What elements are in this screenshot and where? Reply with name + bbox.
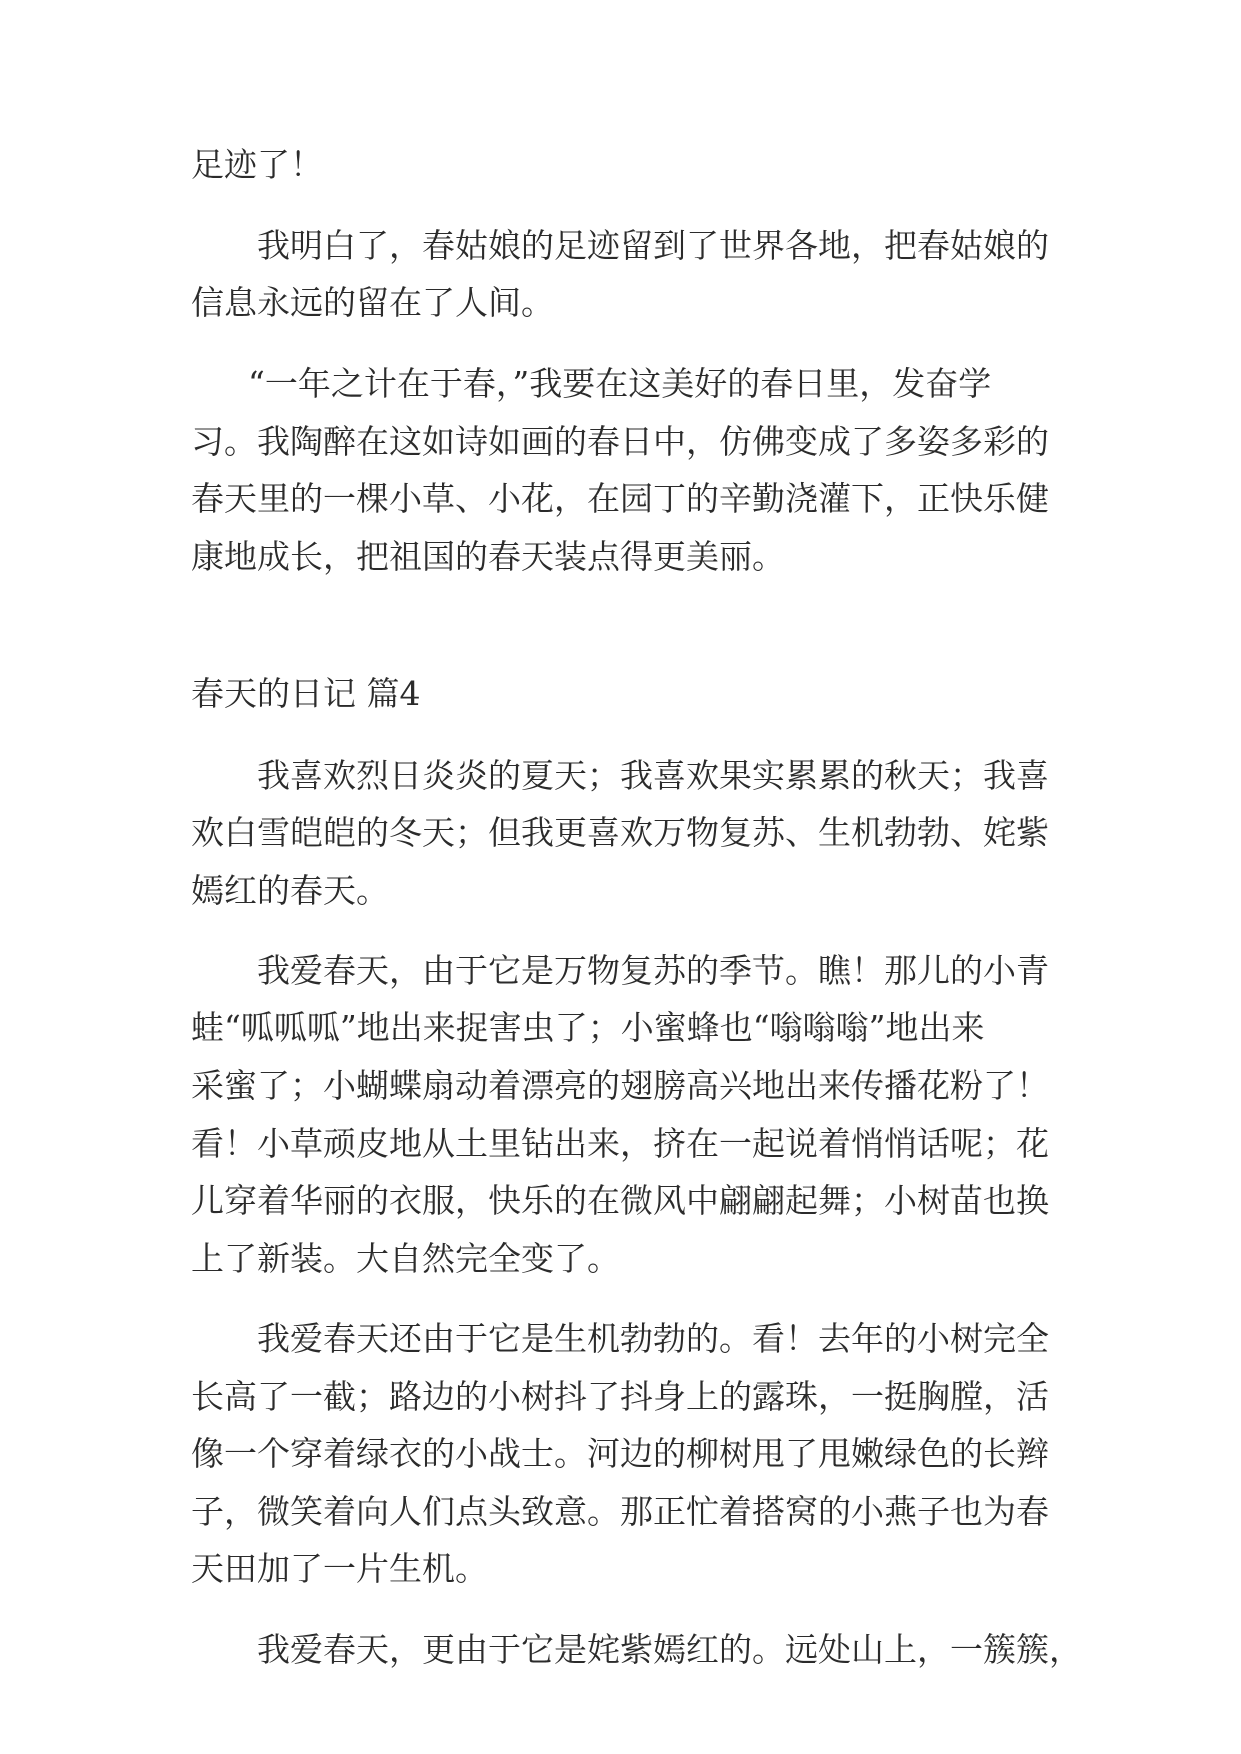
paragraph-line: 我喜欢烈日炎炎的夏天；我喜欢果实累累的秋天；我喜 (257, 756, 1049, 795)
text-line: 采蜜了；小蝴蝶扇动着漂亮的翅膀高兴地出来传播花粉了！ (191, 1066, 1049, 1105)
text-line: 像一个穿着绿衣的小战士。河边的柳树甩了甩嫩绿色的长辫 (191, 1434, 1049, 1473)
text-line: 春天里的一棵小草、小花，在园丁的辛勤浇灌下，正快乐健 (191, 479, 1049, 518)
text-line: 蛙“呱呱呱”地出来捉害虫了；小蜜蜂也“嗡嗡嗡”地出来 (191, 1008, 985, 1047)
text-line: 信息永远的留在了人间。 (191, 283, 554, 322)
text-line-1: 足迹了！ (191, 145, 323, 184)
text-line: 天田加了一片生机。 (191, 1549, 488, 1588)
text-line: 康地成长，把祖国的春天装点得更美丽。 (191, 537, 785, 576)
text-line: 子，微笑着向人们点头致意。那正忙着搭窝的小燕子也为春 (191, 1492, 1049, 1531)
text-line: 长高了一截；路边的小树抖了抖身上的露珠，一挺胸膛，活 (191, 1377, 1049, 1416)
text-line: 儿穿着华丽的衣服，快乐的在微风中翩翩起舞；小树苗也换 (191, 1181, 1049, 1220)
text-line: 习。我陶醉在这如诗如画的春日中，仿佛变成了多姿多彩的 (191, 422, 1049, 461)
text-line: 看！小草顽皮地从土里钻出来，挤在一起说着悄悄话呢；花 (191, 1124, 1049, 1163)
paragraph-line: 我爱春天还由于它是生机勃勃的。看！去年的小树完全 (257, 1319, 1049, 1358)
paragraph-line: 我爱春天，更由于它是姹紫嫣红的。远处山上，一簇簇， (257, 1630, 1082, 1669)
text-line: 上了新装。大自然完全变了。 (191, 1239, 620, 1278)
paragraph-line: “一年之计在于春，”我要在这美好的春日里，发奋学 (248, 364, 992, 403)
text-line: 欢白雪皑皑的冬天；但我更喜欢万物复苏、生机勃勃、姹紫 (191, 813, 1049, 852)
paragraph-line: 我爱春天，由于它是万物复苏的季节。瞧！那儿的小青 (257, 951, 1049, 990)
section-heading: 春天的日记 篇4 (191, 674, 421, 713)
text-line: 嫣红的春天。 (191, 871, 389, 910)
paragraph-line: 我明白了，春姑娘的足迹留到了世界各地，把春姑娘的 (257, 226, 1049, 265)
